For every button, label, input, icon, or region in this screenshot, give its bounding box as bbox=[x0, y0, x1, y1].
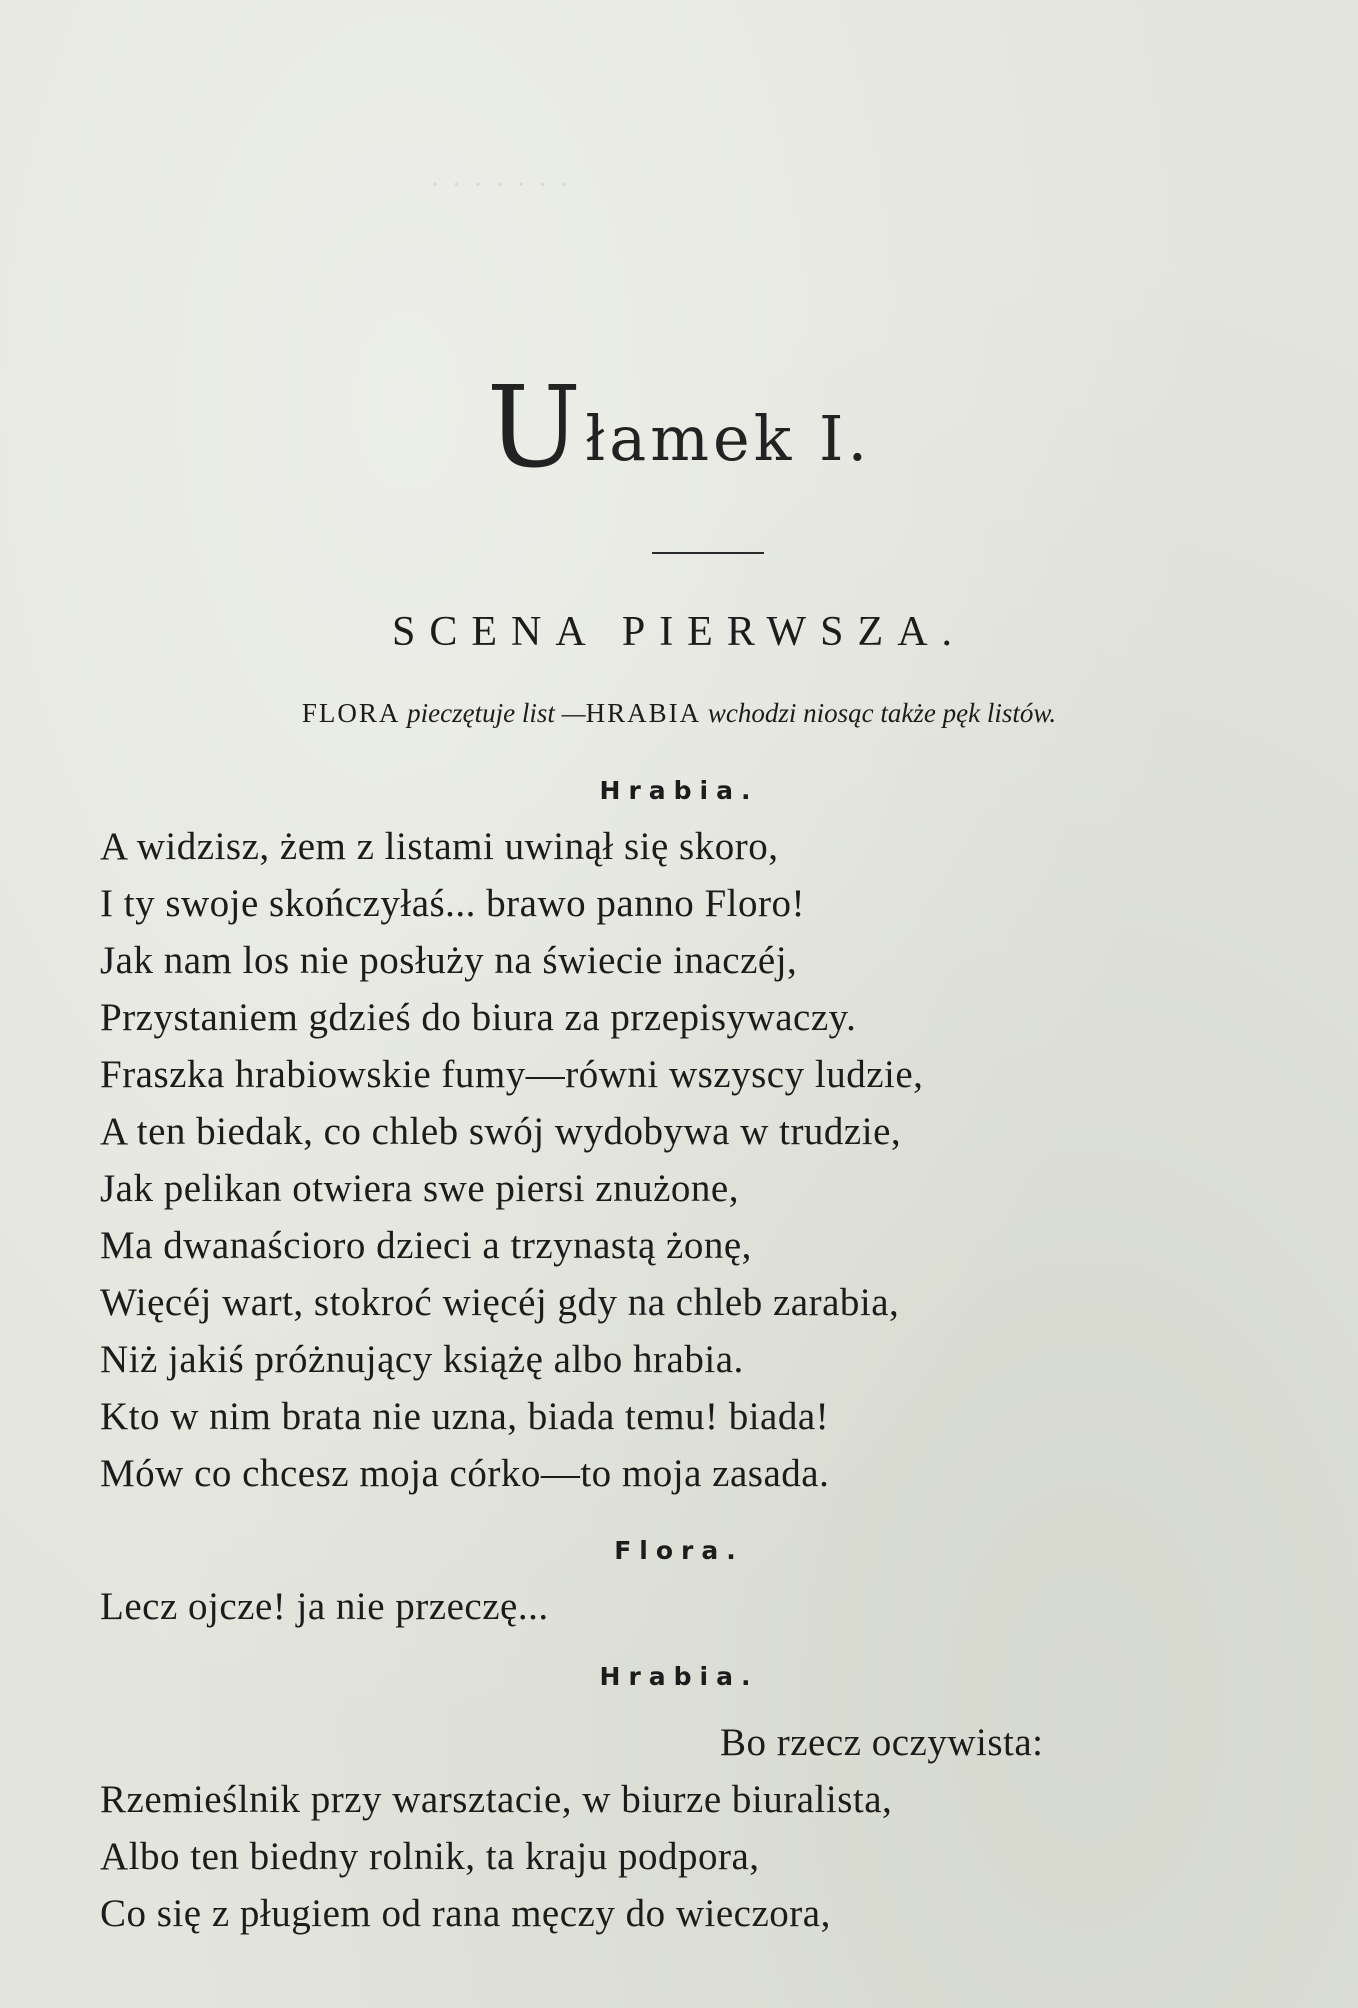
stage-direction-name-1: FLORA bbox=[301, 698, 401, 728]
verse-block bbox=[100, 1714, 1260, 1942]
verse-line: A ten biedak, co chleb swój wydobywa w trudzie, bbox=[100, 1110, 902, 1153]
verse-line: Jak pelikan otwiera swe piersi znużone, bbox=[100, 1167, 739, 1210]
verse-line: Jak nam los nie posłuży na świecie inaczéj, bbox=[100, 939, 798, 982]
speaker-label: Hrabia. bbox=[599, 776, 759, 805]
verse-line: Przystaniem gdzieś do biura za przepisywaczy. bbox=[100, 996, 857, 1039]
verse-line: Niż jakiś próżnujący książę albo hrabia. bbox=[100, 1338, 744, 1381]
stage-direction bbox=[0, 698, 1358, 729]
stage-direction-text-1: pieczętuje list — bbox=[407, 698, 586, 728]
verse-line: Fraszka hrabiowskie fumy—równi wszyscy ludzie, bbox=[100, 1053, 924, 1096]
stage-direction-name-2: HRABIA bbox=[585, 698, 702, 728]
verse-line: A widzisz, żem z listami uwinął się skoro, bbox=[100, 825, 779, 868]
verse-line: Ma dwanaścioro dzieci a trzynastą żonę, bbox=[100, 1224, 752, 1267]
chapter-title-initial: U bbox=[486, 363, 586, 493]
verse-line: Kto w nim brata nie uzna, biada temu! biada! bbox=[100, 1395, 830, 1438]
chapter-title bbox=[0, 363, 1358, 493]
speaker-label: Flora. bbox=[614, 1536, 744, 1565]
verse-line: Co się z pługiem od rana męczy do wieczora, bbox=[100, 1892, 831, 1935]
verse-line: Lecz ojcze! ja nie przeczę... bbox=[100, 1585, 549, 1628]
verse-line: Mów co chcesz moja córko—to moja zasada. bbox=[100, 1452, 830, 1495]
scene-title: SCENA PIERWSZA. bbox=[391, 609, 967, 655]
show-through-text: · · · · · · · bbox=[430, 168, 571, 201]
chapter-title-rest: łamek I. bbox=[585, 402, 872, 475]
title-rule bbox=[652, 552, 764, 554]
verse-line: Albo ten biedny rolnik, ta kraju podpora, bbox=[100, 1835, 760, 1878]
verse-block bbox=[100, 818, 1260, 1502]
verse-line: Więcéj wart, stokroć więcéj gdy na chleb zarabia, bbox=[100, 1281, 900, 1324]
verse-line: Bo rzecz oczywista: bbox=[720, 1721, 1044, 1764]
verse-line: I ty swoje skończyłaś... brawo panno Floro! bbox=[100, 882, 805, 925]
verse-block bbox=[100, 1578, 1260, 1635]
verse-line: Rzemieślnik przy warsztacie, w biurze biuralista, bbox=[100, 1778, 893, 1821]
speaker-label: Hrabia. bbox=[599, 1662, 759, 1691]
stage-direction-text-2: wchodzi niosąc także pęk listów. bbox=[707, 698, 1057, 728]
